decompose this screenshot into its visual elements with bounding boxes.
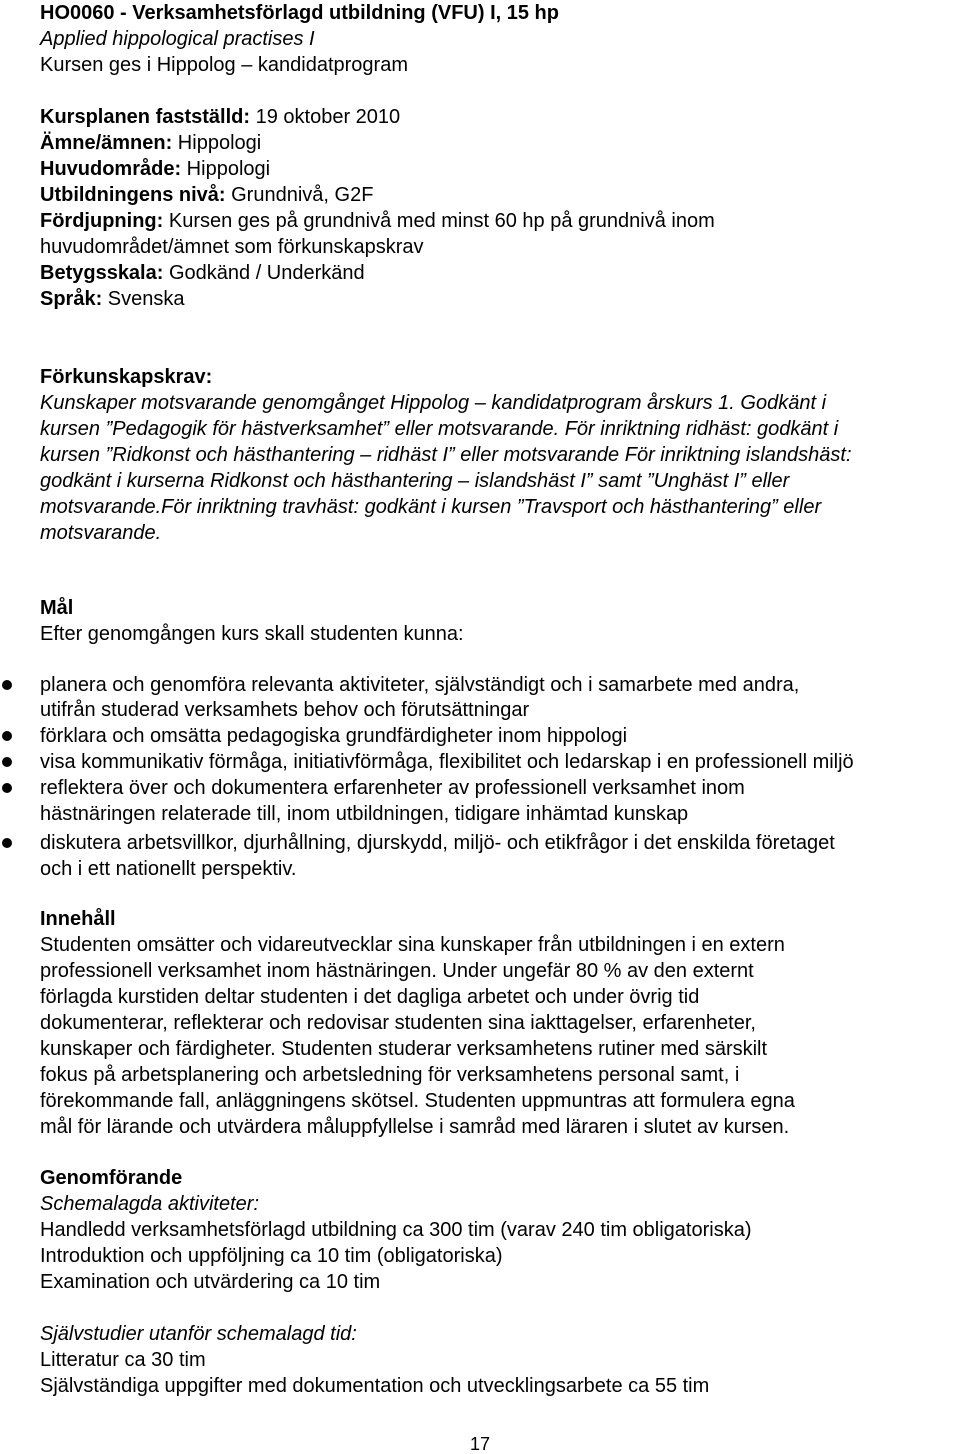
- bullet-icon: [2, 731, 12, 741]
- scheduled-item: Examination och utvärdering ca 10 tim: [40, 1271, 381, 1293]
- content-line: kunskaper och färdigheter. Studenten studerar verksamhetens rutiner med särskilt: [40, 1038, 768, 1060]
- meta-niva-label: Utbildningens nivå:: [40, 184, 226, 206]
- meta-amne-value: Hippologi: [172, 132, 262, 154]
- meta-amne-label: Ämne/ämnen:: [40, 132, 173, 154]
- content-line: Studenten omsätter och vidareutvecklar sina kunskaper från utbildningen i en extern: [40, 934, 785, 956]
- meta-huvud-value: Hippologi: [181, 158, 271, 180]
- meta-fordj-value: Kursen ges på grundnivå med minst 60 hp på grundnivå inom: [163, 210, 715, 232]
- meta-fastst-label: Kursplanen fastställd:: [40, 106, 251, 128]
- implementation-heading: Genomförande: [40, 1167, 183, 1189]
- meta-niva-value: Grundnivå, G2F: [225, 184, 374, 206]
- goals-intro: Efter genomgången kurs skall studenten kunna:: [40, 623, 464, 645]
- meta-fastst-value: 19 oktober 2010: [250, 106, 401, 128]
- bullet-icon: [2, 783, 12, 793]
- goal-item-cont: och i ett nationellt perspektiv.: [40, 858, 297, 880]
- meta-fordj: [40, 208, 715, 234]
- self-study-item: Självständiga uppgifter med dokumentation och utvecklingsarbete ca 55 tim: [40, 1375, 710, 1397]
- goal-item-cont: utifrån studerad verksamhets behov och förutsättningar: [40, 699, 530, 721]
- meta-huvud-label: Huvudområde:: [40, 158, 182, 180]
- content-line: fokus på arbetsplanering och arbetsledning för verksamhetens personal samt, i: [40, 1064, 740, 1086]
- content-line: dokumenterar, reflekterar och redovisar studenten sina iakttagelser, erfarenheter,: [40, 1012, 756, 1034]
- meta-sprak-label: Språk:: [40, 288, 103, 310]
- prereq-heading: Förkunskapskrav:: [40, 366, 213, 388]
- meta-fastst: [40, 104, 400, 130]
- self-study-label: Självstudier utanför schemalagd tid:: [40, 1323, 357, 1345]
- meta-fordj-label: Fördjupning:: [40, 210, 164, 232]
- prereq-line: kursen ”Pedagogik för hästverksamhet” eller motsvarande. För inriktning ridhäst: godkänt i: [40, 418, 839, 440]
- goal-item: planera och genomföra relevanta aktiviteter, självständigt och i samarbete med andra,: [40, 674, 800, 696]
- course-program: Kursen ges i Hippolog – kandidatprogram: [40, 54, 408, 76]
- prereq-line: motsvarande.För inriktning travhäst: godkänt i kursen ”Travsport och hästhantering” eller: [40, 496, 822, 518]
- meta-betyg-value: Godkänd / Underkänd: [163, 262, 365, 284]
- content-line: professionell verksamhet inom hästnäringen. Under ungefär 80 % av den externt: [40, 960, 754, 982]
- prereq-line: godkänt i kurserna Ridkonst och hästhantering – islandshäst I” samt ”Unghäst I” eller: [40, 470, 790, 492]
- scheduled-item: Introduktion och uppföljning ca 10 tim (obligatoriska): [40, 1245, 503, 1267]
- prereq-line: Kunskaper motsvarande genomgånget Hippolog – kandidatprogram årskurs 1. Godkänt i: [40, 392, 827, 414]
- content-line: förekommande fall, anläggningens skötsel. Studenten uppmuntras att formulera egna: [40, 1090, 795, 1112]
- goal-item: diskutera arbetsvillkor, djurhållning, djurskydd, miljö- och etikfrågor i det enskilda företaget: [40, 832, 835, 854]
- goal-item-cont: hästnäringen relaterade till, inom utbildningen, tidigare inhämtad kunskap: [40, 803, 689, 825]
- page-number: 17: [469, 1434, 491, 1454]
- meta-betyg: [40, 260, 365, 286]
- scheduled-item: Handledd verksamhetsförlagd utbildning ca 300 tim (varav 240 tim obligatoriska): [40, 1219, 752, 1241]
- self-study-item: Litteratur ca 30 tim: [40, 1349, 206, 1371]
- bullet-icon: [2, 680, 12, 690]
- meta-sprak: [40, 286, 185, 312]
- course-subtitle: Applied hippological practises I: [40, 28, 315, 50]
- meta-amne: [40, 130, 261, 156]
- prereq-line: kursen ”Ridkonst och hästhantering – ridhäst I” eller motsvarande För inriktning islandshäst:: [40, 444, 852, 466]
- prereq-line: motsvarande.: [40, 522, 162, 544]
- content-heading: Innehåll: [40, 908, 116, 930]
- goals-heading: Mål: [40, 597, 74, 619]
- bullet-icon: [2, 838, 12, 848]
- content-line: förlagda kurstiden deltar studenten i det dagliga arbetet och under övrig tid: [40, 986, 700, 1008]
- meta-sprak-value: Svenska: [102, 288, 185, 310]
- meta-huvud: [40, 156, 270, 182]
- meta-niva: [40, 182, 373, 208]
- bullet-icon: [2, 757, 12, 767]
- goal-item: visa kommunikativ förmåga, initiativförmåga, flexibilitet och ledarskap i en professionell miljö: [40, 751, 854, 773]
- course-title: HO0060 - Verksamhetsförlagd utbildning (VFU) I, 15 hp: [40, 2, 559, 24]
- meta-betyg-label: Betygsskala:: [40, 262, 164, 284]
- goal-item: reflektera över och dokumentera erfarenheter av professionell verksamhet inom: [40, 777, 745, 799]
- scheduled-label: Schemalagda aktiviteter:: [40, 1193, 260, 1215]
- content-line: mål för lärande och utvärdera måluppfyllelse i samråd med läraren i slutet av kursen.: [40, 1116, 790, 1138]
- goal-item: förklara och omsätta pedagogiska grundfärdigheter inom hippologi: [40, 725, 628, 747]
- meta-fordj-cont: huvudområdet/ämnet som förkunskapskrav: [40, 236, 424, 258]
